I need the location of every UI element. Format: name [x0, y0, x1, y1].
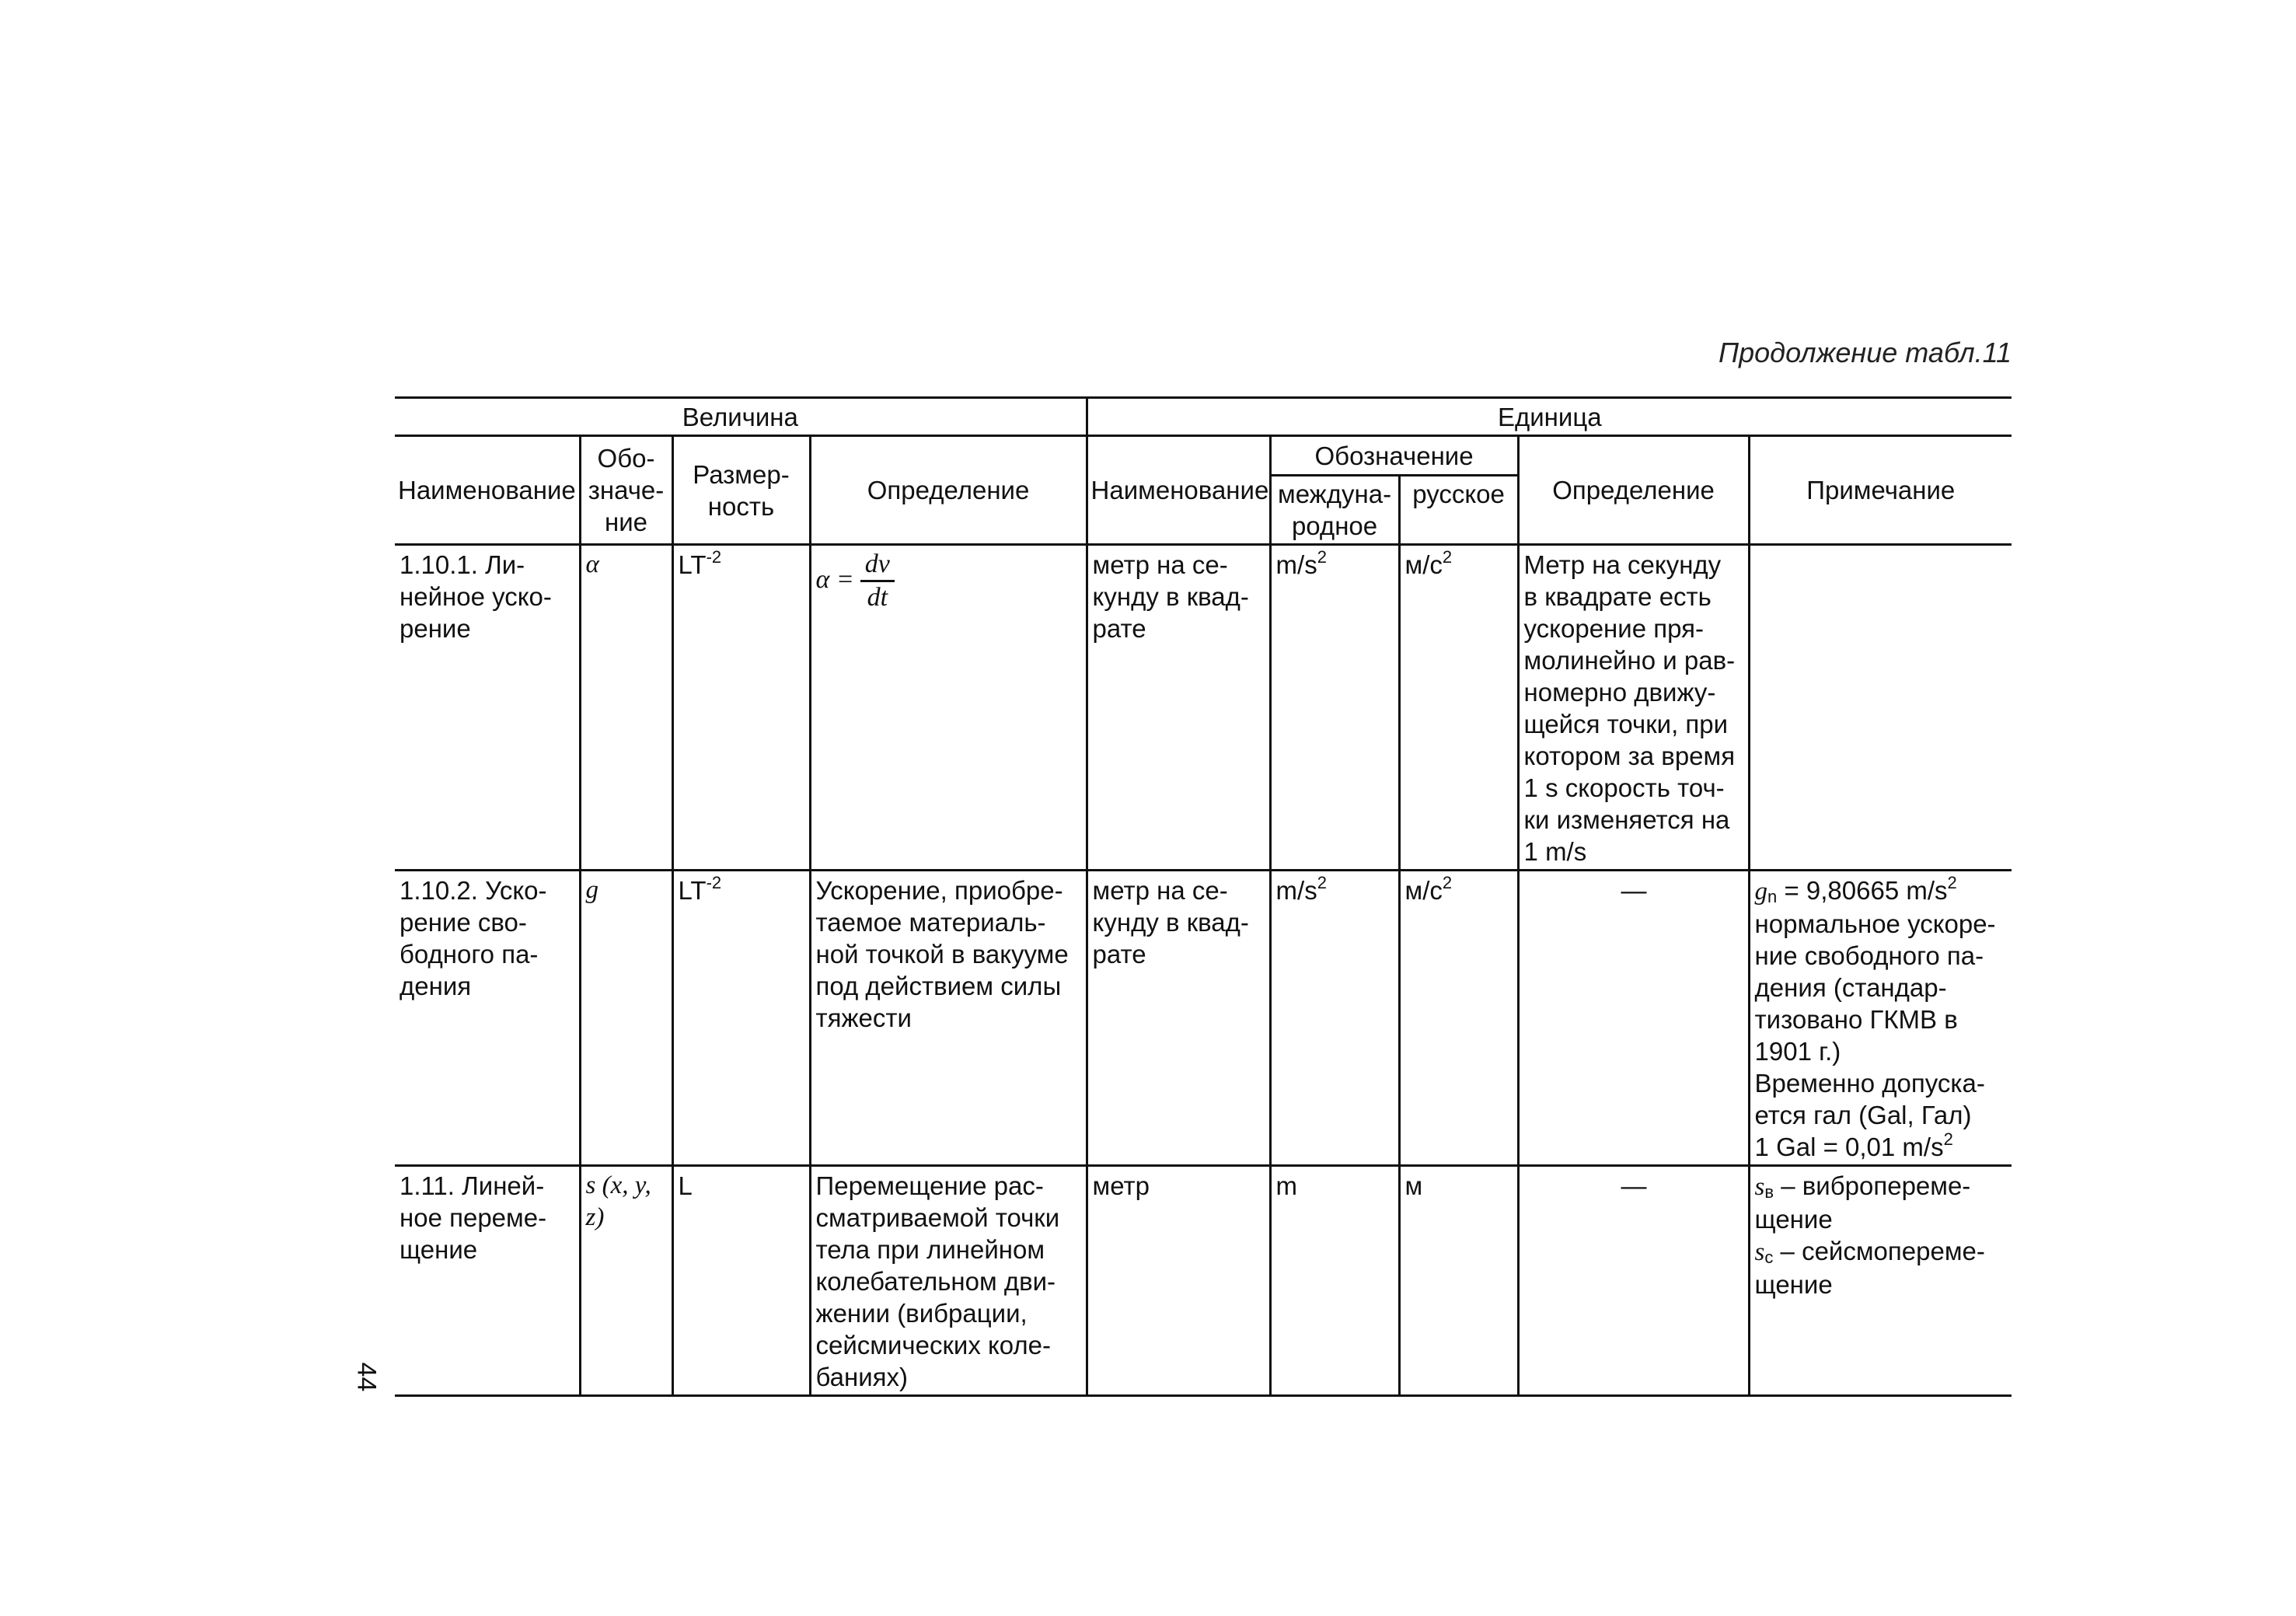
unit-name-cell: метр на се- кунду в квад- рате: [1087, 871, 1270, 1166]
page-number: 44: [351, 1362, 382, 1392]
formula: α = $\frac{dv}{dt}$: [816, 564, 895, 594]
table-continuation-caption: Продолжение табл.11: [1719, 337, 2012, 368]
quantity-symbol-cell: s (x, y, z): [580, 1166, 672, 1396]
header-unit-designation: Обозначение: [1270, 436, 1518, 476]
quantity-symbol-cell: g: [580, 871, 672, 1166]
header-quantity-dimension: Размер- ность: [672, 436, 810, 545]
quantities-table: [395, 396, 2012, 1397]
unit-definition-cell: —: [1518, 871, 1749, 1166]
header-quantity-definition: Определение: [810, 436, 1087, 545]
note-cell: $s_в$ – вибропереме- щение $s_с$ – сейсмопереме- щение: [1749, 1166, 2012, 1396]
header-unit: Единица: [1087, 398, 2012, 436]
definition-cell: Перемещение рас- сматриваемой точки тела при линейном колебательном дви- жении (вибрации, сейсмических коле- баниях): [810, 1166, 1087, 1396]
header-quantity-name: Наименование: [395, 436, 580, 545]
header-unit-definition: Определение: [1518, 436, 1749, 545]
note-cell: $g_n = 9,80665$ $m/s^2$ нормальное ускоре- ние свободного па- дения (стандар- тизовано ГКМВ в 1901 г.) Временно допуска- ется гал (Gal, Гал) 1 Gal = 0,01 $m/s^2$: [1749, 871, 2012, 1166]
unit-name-cell: метр на се- кунду в квад- рате: [1087, 545, 1270, 871]
header-quantity-symbol: Обо- значе- ние: [580, 436, 672, 545]
dimension-cell: $LT^{-2}$: [672, 871, 810, 1166]
header-quantity: Величина: [395, 398, 1087, 436]
definition-cell: Ускорение, приобре- таемое материаль- ной точкой в вакууме под действием силы тяжести: [810, 871, 1087, 1166]
unit-definition-cell: Метр на секунду в квадрате есть ускорение пря- молинейно и рав- номерно движу- щейся точки, при котором за время 1 s скорость точ- ки изменяется на 1 m/s: [1518, 545, 1749, 871]
intl-symbol-cell: m: [1270, 1166, 1399, 1396]
quantity-name-cell: 1.10.1. Ли- нейное уско- рение: [395, 545, 580, 871]
table-row: [395, 871, 2012, 1166]
header-unit-note: Примечание: [1749, 436, 2012, 545]
header-international: междуна- родное: [1270, 476, 1399, 545]
dimension-cell: $LT^{-2}$: [672, 545, 810, 871]
quantity-name-cell: 1.11. Линей- ное переме- щение: [395, 1166, 580, 1396]
header-unit-name: Наименование: [1087, 436, 1270, 545]
definition-formula-cell: [810, 545, 1087, 871]
header-russian: русское: [1399, 476, 1518, 545]
rus-symbol-cell: м: [1399, 1166, 1518, 1396]
quantity-symbol-cell: α: [580, 545, 672, 871]
dimension-cell: L: [672, 1166, 810, 1396]
intl-symbol-cell: $m/s^2$: [1270, 871, 1399, 1166]
unit-name-cell: метр: [1087, 1166, 1270, 1396]
unit-definition-cell: —: [1518, 1166, 1749, 1396]
intl-symbol-cell: $m/s^2$: [1270, 545, 1399, 871]
quantity-name-cell: 1.10.2. Уско- рение сво- бодного па- дения: [395, 871, 580, 1166]
table-row: [395, 1166, 2012, 1396]
rus-symbol-cell: $м/с^2$: [1399, 871, 1518, 1166]
table-row: [395, 545, 2012, 871]
rus-symbol-cell: $м/с^2$: [1399, 545, 1518, 871]
note-cell: [1749, 545, 2012, 871]
